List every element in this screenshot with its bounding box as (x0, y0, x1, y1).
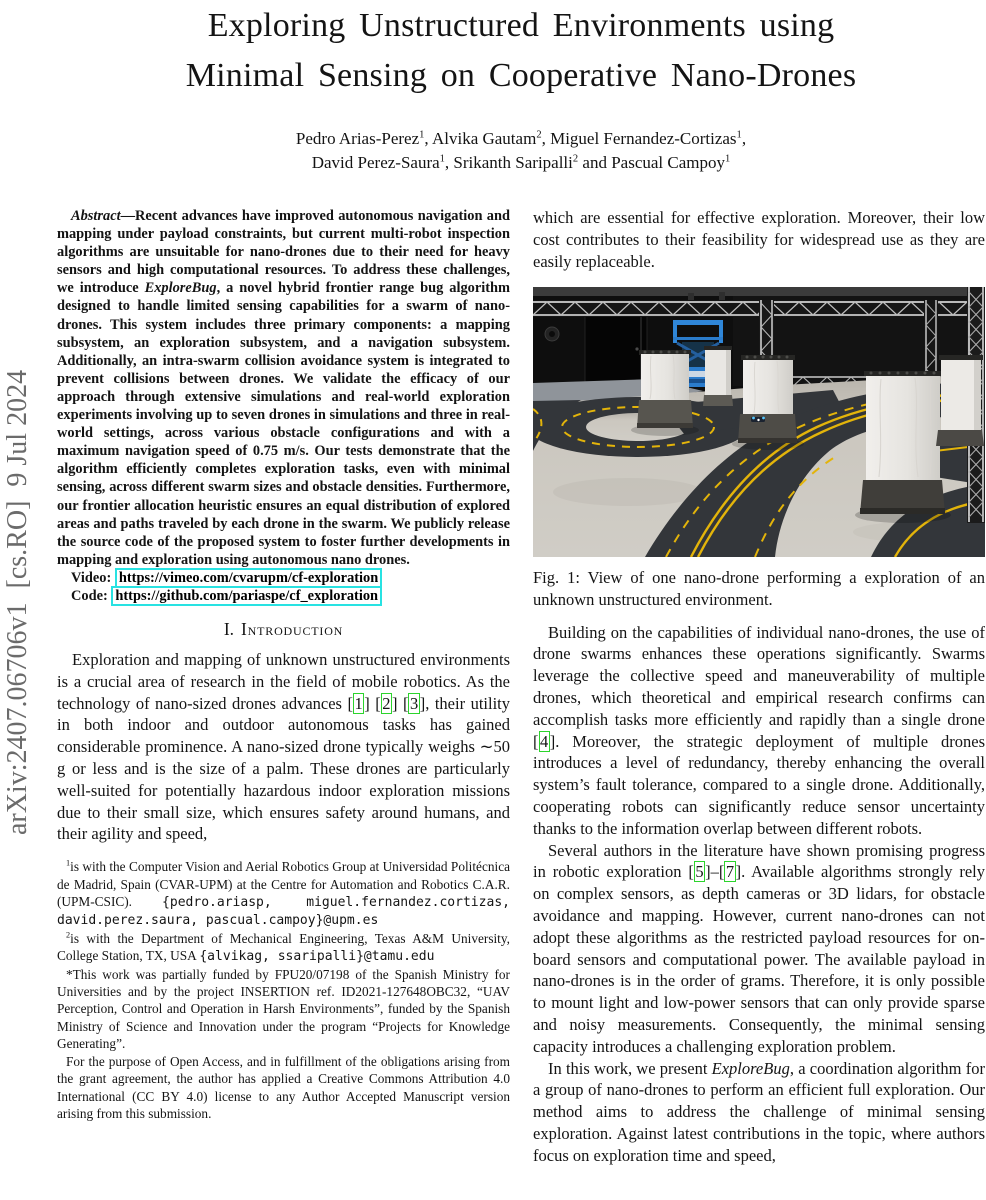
right-column (533, 207, 985, 1200)
section-title: Introduction (241, 619, 344, 640)
footnotes (57, 858, 510, 1122)
obstacle-pillar-e (936, 355, 984, 446)
author-list (57, 127, 985, 175)
speaker (545, 327, 559, 341)
section-heading-introduction (57, 619, 510, 640)
nano-drone (751, 417, 765, 422)
code-line (57, 587, 510, 606)
cabinet (585, 313, 647, 383)
paragraph-this-work: In this work, we present ExploreBug, a coordination algorithm for a group of nano-drones to perform an efficient full exploration. Our method aims to address the challenge of minimal sensing exploration. Against latest contributions in the topic, where authors focus on exploration time and speed, (533, 1058, 985, 1165)
obstacle-pillar-d (855, 371, 951, 523)
figure-photo (533, 287, 985, 557)
abstract-label: Abstract (71, 208, 121, 224)
paragraph-related-work: Several authors in the literature have shown promising progress in robotic exploration [5]–[7]. Available algorithms strongly rely on complex sensors, as depth cameras or 3D lidars, for obstacle avoidance and mapping. However, current nano-drones can not adopt these algorithms as the restricted payload resources for on-board sensors and computational power. The available payload in nano-drones is in the order of grams. Therefore, it is only possible to mount light and low-power sensors that can only provide sparse and noisy measurements. Consequently, the minimal sensing capacity introduces a challenging exploration problem. (533, 840, 985, 1056)
footnote-affiliation-2: $^2$is with the Department of Mechanical Engineering, Texas A&M University, College Station, TX, USA {alvikag, ssaripalli}@tamu.edu (57, 930, 510, 965)
paper-header (57, 0, 985, 175)
footnote-affiliation-1: $^1$is with the Computer Vision and Aerial Robotics Group at Universidad Politécnica de Madrid, Spain (CVAR-UPM) at the Centre for Automation and Robotics C.A.R. (UPM-CSIC). {pedro.ariasp, miguel.fernandez.cortizas, david.perez.saura, pascual.campoy}@upm.es (57, 858, 510, 929)
paper-title (57, 0, 985, 101)
figure-1 (533, 287, 985, 557)
title-line2: Minimal Sensing on Cooperative Nano-Drones (185, 57, 857, 94)
intro-paragraph-1: Exploration and mapping of unknown unstructured environments is a crucial area of research in the field of mobile robotics. As the technology of nano-sized drones advances [1] [2] [3], their utility in both indoor and outdoor autonomous tasks has gained considerable prominence. A nano-sized drone typically weighs ∼50 g or less and is the size of a palm. These drones are particularly well-suited for potentially hazardous indoor exploration missions due to their small size, which ensures safety around humans, and their agility and speed, (57, 650, 510, 844)
arxiv-banner: arXiv:2407.06706v1 [cs.RO] 9 Jul 2024 (2, 369, 33, 835)
abstract (57, 207, 510, 569)
obstacle-pillar-a (631, 350, 699, 436)
author-line2: David Perez-Saura$^1$, Srikanth Saripalli$^2$ and Pascual Campoy$^1$ (311, 153, 731, 172)
paragraph-continued: which are essential for effective exploration. Moreover, their low cost contributes to their feasibility for widespread use as they are easily replaceable. (533, 208, 985, 271)
video-label: Video: (71, 569, 112, 586)
video-link[interactable]: https://vimeo.com/cvarupm/cf-exploration (115, 568, 382, 588)
section-number: I. (223, 619, 235, 640)
footnote-open-access: For the purpose of Open Access, and in fulfillment of the obligations arising from the grant agreement, the author has applied a Creative Commons Attribution 4.0 International (CC BY 4.0) license to any Author Accepted Manuscript version arising from this submission. (57, 1053, 510, 1121)
video-line (57, 569, 510, 588)
obstacle-pillar-b (703, 346, 733, 406)
abstract-body: Recent advances have improved autonomous navigation and mapping under payload constraints, but current multi-robot inspection algorithms are unsuitable for nano-drones due to their need for heavy sensors and high computational resources. To address these challenges, we introduce ExploreBug, a novel hybrid frontier range bug algorithm designed to handle limited sensing capabilities for a swarm of nano-drones. This system includes three primary components: a mapping subsystem, an exploration subsystem, and a navigation subsystem. Additionally, an intra-swarm collision avoidance system is integrated to prevent collisions between drones. We validate the efficacy of our approach through extensive simulations and real-world exploration experiments involving up to seven drones in simulations and three in real-world settings, across various obstacle configurations and with a maximum navigation speed of 0.75 m/s. Our tests demonstrate that the algorithm efficiently completes exploration tasks, even with minimal sensing, across different swarm sizes and obstacle densities. Furthermore, our frontier allocation heuristic ensures an equal distribution of explored areas and paths traveled by each drone in the swarm. We publicly release the source code of the proposed system to foster further developments in mapping and exploration using autonomous nano drones. (57, 208, 510, 568)
footnote-funding: *This work was partially funded by FPU20/07198 of the Spanish Ministry for Universities and by the project INSERTION ref. ID2021-127648OBC32, “UAV Perception, Control and Operation in Harsh Environments”, funded by the Spanish Ministry of Science and Innovation under the program “Projects for Knowledge Generating”. (57, 966, 510, 1052)
figure-caption: Fig. 1: View of one nano-drone performing a exploration of an unknown unstructured environment. (533, 568, 985, 609)
abstract-dash: — (120, 208, 135, 224)
code-label: Code: (71, 588, 108, 605)
title-line1: Exploring Unstructured Environments using (207, 7, 835, 44)
paragraph-swarms: Building on the capabilities of individual nano-drones, the use of drone swarms enhances these operations significantly. Swarms leverage the collective speed and maneuverability of multiple drones, which theoretical and empirical research confirms can accomplish tasks more efficiently and rapidly than a single drone [4]. Moreover, the strategic deployment of multiple drones introduces a level of redundancy, thereby enhancing the overall system’s fault tolerance, compared to a single drone. Additionally, cooperating robots can significantly reduce sensor uncertainty thanks to the information overlap between different robots. (533, 622, 985, 838)
author-line1: Pedro Arias-Perez$^1$, Alvika Gautam$^2$, Miguel Fernandez-Cortizas$^1$, (295, 129, 747, 148)
left-column (57, 207, 510, 1200)
code-link[interactable]: https://github.com/pariaspe/cf_exploration (111, 586, 382, 606)
